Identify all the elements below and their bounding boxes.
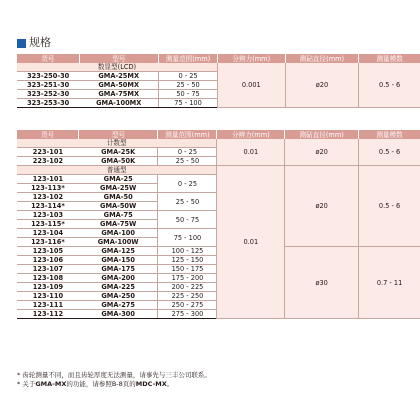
- part-code: 323-253-30: [17, 99, 79, 108]
- model-name: GMA-200: [79, 274, 158, 283]
- group-label-counter: 计数型: [17, 139, 217, 148]
- lcd-anvil: ø20: [285, 63, 359, 108]
- model-name: GMA-150: [79, 256, 158, 265]
- standard-modulus-large: 0.7 - 11: [359, 247, 420, 319]
- header-model: 型号: [79, 130, 158, 139]
- range-value: 25 - 50: [158, 193, 217, 211]
- part-code: 123-111: [17, 301, 79, 310]
- header-model: 型号: [79, 54, 158, 63]
- model-name: GMA-100: [79, 229, 158, 238]
- standard-anvil-large: ø30: [285, 247, 359, 319]
- model-name: GMA-75W: [79, 220, 158, 229]
- range-value: 75 - 100: [158, 229, 217, 247]
- lcd-modulus: 0.5 - 6: [359, 63, 420, 108]
- model-name: GMA-175: [79, 265, 158, 274]
- counter-resolution: 0.01: [217, 139, 285, 166]
- range-value: 25 - 50: [158, 157, 217, 166]
- part-code: 123-105: [17, 247, 79, 256]
- header-code: 货号: [17, 130, 79, 139]
- standard-resolution: 0.01: [217, 166, 285, 319]
- range-value: 225 - 250: [158, 292, 217, 301]
- part-code: 123-104: [17, 229, 79, 238]
- standard-spec-table: [17, 130, 420, 319]
- range-value: 250 - 275: [158, 301, 217, 310]
- model-name: GMA-225: [79, 283, 158, 292]
- model-name: GMA-50: [79, 193, 158, 202]
- group-label-lcd: 数显型(LCD): [17, 63, 217, 72]
- range-value: 150 - 175: [158, 265, 217, 274]
- header-modulus: 测量模数: [359, 54, 420, 63]
- footnote-1: * 齿轮测量不同，而且齿轮厚度无法测量，请事先与三丰公司联系。: [17, 371, 211, 379]
- part-code: 323-251-30: [17, 81, 79, 90]
- model-name: GMA-25: [79, 175, 158, 184]
- part-code: 123-116*: [17, 238, 79, 247]
- header-modulus: 测量模数: [359, 130, 420, 139]
- range-value: 0 - 25: [159, 72, 218, 81]
- model-name: GMA-100W: [79, 238, 158, 247]
- footnote-2-prefix: * 关于: [17, 380, 36, 388]
- range-value: 200 - 225: [158, 283, 217, 292]
- range-value: 275 - 300: [158, 310, 217, 319]
- part-code: 123-108: [17, 274, 79, 283]
- model-name: GMA-75MX: [79, 90, 158, 99]
- range-value: 175 - 200: [158, 274, 217, 283]
- part-code: 323-252-30: [17, 90, 79, 99]
- part-code: 123-113*: [17, 184, 79, 193]
- model-name: GMA-125: [79, 247, 158, 256]
- header-resolution: 分辨力(mm): [217, 54, 285, 63]
- group-label-standard: 普通型: [17, 166, 217, 175]
- part-code: 123-107: [17, 265, 79, 274]
- footnote-2-ref: B-8页的: [111, 380, 136, 388]
- part-code: 123-114*: [17, 202, 79, 211]
- range-value: 50 - 75: [159, 90, 218, 99]
- model-name: GMA-300: [79, 310, 158, 319]
- footnote-2: [17, 380, 211, 389]
- footnote-2-model-ref: MDC-MX: [135, 380, 167, 388]
- model-name: GMA-50W: [79, 202, 158, 211]
- model-name: GMA-50MX: [79, 81, 158, 90]
- footnotes: [17, 371, 211, 389]
- part-code: 323-250-30: [17, 72, 79, 81]
- lcd-resolution: 0.001: [217, 63, 285, 108]
- section-title: [17, 35, 51, 51]
- model-name: GMA-25K: [79, 148, 158, 157]
- part-code: 223-102: [17, 157, 79, 166]
- range-value: 75 - 100: [159, 99, 218, 108]
- header-anvil: 测砧直径(mm): [285, 130, 359, 139]
- part-code: 123-109: [17, 283, 79, 292]
- footnote-2-model: GMA-MX: [35, 380, 67, 388]
- header-anvil: 测砧直径(mm): [285, 54, 359, 63]
- part-code: 123-115*: [17, 220, 79, 229]
- header-code: 货号: [17, 54, 79, 63]
- header-resolution: 分辨力(mm): [217, 130, 285, 139]
- part-code: 123-106: [17, 256, 79, 265]
- counter-anvil: ø20: [285, 139, 359, 166]
- counter-modulus: 0.5 - 6: [359, 139, 420, 166]
- model-name: GMA-75: [79, 211, 158, 220]
- standard-modulus-small: 0.5 - 6: [359, 166, 420, 247]
- model-name: GMA-25MX: [79, 72, 158, 81]
- part-code: 123-101: [17, 175, 79, 184]
- standard-anvil-small: ø20: [285, 166, 359, 247]
- part-code: 123-112: [17, 310, 79, 319]
- part-code: 123-102: [17, 193, 79, 202]
- part-code: 123-103: [17, 211, 79, 220]
- range-value: 25 - 50: [159, 81, 218, 90]
- range-value: 50 - 75: [158, 211, 217, 229]
- model-name: GMA-250: [79, 292, 158, 301]
- part-code: 223-101: [17, 148, 79, 157]
- header-range: 测量范围(mm): [159, 54, 218, 63]
- model-name: GMA-100MX: [79, 99, 158, 108]
- part-code: 123-110: [17, 292, 79, 301]
- header-range: 测量范围(mm): [158, 130, 217, 139]
- range-value: 125 - 150: [158, 256, 217, 265]
- title-square-icon: [17, 39, 26, 48]
- footnote-2-mid: 的功能，请参照: [66, 380, 112, 388]
- section-title-text: 规格: [29, 36, 51, 49]
- model-name: GMA-50K: [79, 157, 158, 166]
- lcd-spec-table: [17, 54, 420, 108]
- range-value: 0 - 25: [158, 148, 217, 157]
- footnote-2-end: 。: [166, 380, 174, 388]
- model-name: GMA-25W: [79, 184, 158, 193]
- range-value: 100 - 125: [158, 247, 217, 256]
- model-name: GMA-275: [79, 301, 158, 310]
- range-value: 0 - 25: [158, 175, 217, 193]
